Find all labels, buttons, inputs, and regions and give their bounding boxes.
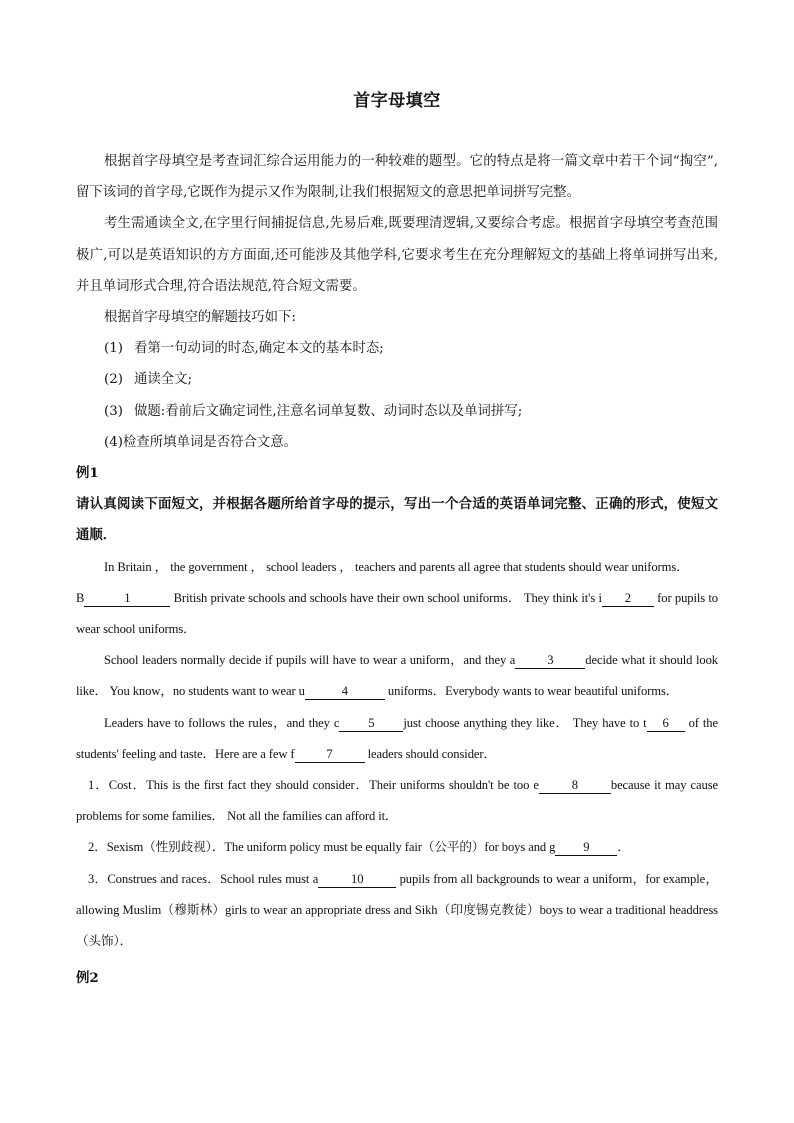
intro-paragraph-2: 考生需通读全文,在字里行间捕捉信息,先易后难,既要理清逻辑,又要综合考虑。根据首字母填空考查范围极广,可以是英语知识的方方面面,还可能涉及其他学科,它要求考生在充分理解短文的基础上将单词拼写出来,并且单词形式合理,符合语法规范,符合短文需要。: [76, 216, 718, 294]
blank-1: 1: [84, 591, 170, 607]
blank-8: 8: [539, 778, 611, 794]
page-title: 首字母填空: [353, 91, 441, 111]
blank-3: 3: [515, 653, 585, 669]
tip-item-1: (1) 看第一句动词的时态,确定本文的基本时态;: [104, 341, 384, 357]
blank-2: 2: [602, 591, 654, 607]
tip-item-4: (4)检查所填单词是否符合文意。: [104, 434, 298, 450]
document-body: [76, 146, 718, 994]
tip-item-3: (3) 做题:看前后文确定词性,注意名词单复数、动词时态以及单词拼写;: [104, 403, 523, 419]
blank-9: 9: [555, 840, 617, 856]
passage-sentence-1: In Britain ， the government ， school leaders ， teachers and parents all agree that students should wear uniforms．: [104, 559, 689, 574]
intro-paragraph-1: 根据首字母填空是考查词汇综合运用能力的一种较难的题型。它的特点是将一篇文章中若干个词“掏空”,留下该词的首字母,它既作为提示又作为限制,让我们根据短文的意思把单词拼写完整。: [76, 154, 718, 201]
example-1-instruction: 请认真阅读下面短文，并根据各题所给首字母的提示，写出一个合适的英语单词完整、正确的形式，使短文通顺．: [76, 496, 718, 544]
intro-paragraph-3: 根据首字母填空的解题技巧如下:: [104, 310, 296, 326]
blank-4: 4: [305, 684, 385, 700]
blank-7: 7: [295, 747, 365, 763]
passage-paragraph-2: B 1 British private schools and schools have their own school uniforms． They think it's i 2 for pupils to wear school uniforms．: [76, 590, 718, 637]
passage-item-2: 2．Sexism（性别歧视）．The uniform policy must be equally fair（公平的）for boys and g 9 ．: [88, 840, 630, 855]
passage-paragraph-3: School leaders normally decide if pupils will have to wear a uniform，and they a 3 decide what it should look like． You know，no students want to wear u 4 uniforms．Everybody wants to wear beautiful uniforms．: [76, 653, 718, 699]
passage-item-1: 1．Cost．This is the first fact they should consider．Their uniforms shouldn't be too e 8 because it may cause problems for some families． Not all the families can afford it．: [76, 778, 719, 824]
example-2-heading: 例2: [76, 970, 99, 987]
blank-6: 6: [647, 716, 685, 732]
tip-item-2: (2) 通读全文;: [104, 372, 193, 388]
blank-5: 5: [339, 716, 403, 732]
passage-paragraph-4: Leaders have to follows the rules，and they c 5 just choose anything they like． They have to t 6 of the students' feeling and taste．Here are a few f 7 leaders should consider．: [76, 715, 718, 761]
blank-10: 10: [318, 872, 396, 888]
passage-item-3: 3．Construes and races．School rules must a 10 pupils from all backgrounds to wear a uniform，for example，allowing Muslim（穆斯林）girls to wear an appropriate dress and Sikh（印度锡克教徒）boys to wear a traditional headdress（头饰）．: [76, 871, 718, 949]
example-1-heading: 例1: [76, 465, 99, 482]
